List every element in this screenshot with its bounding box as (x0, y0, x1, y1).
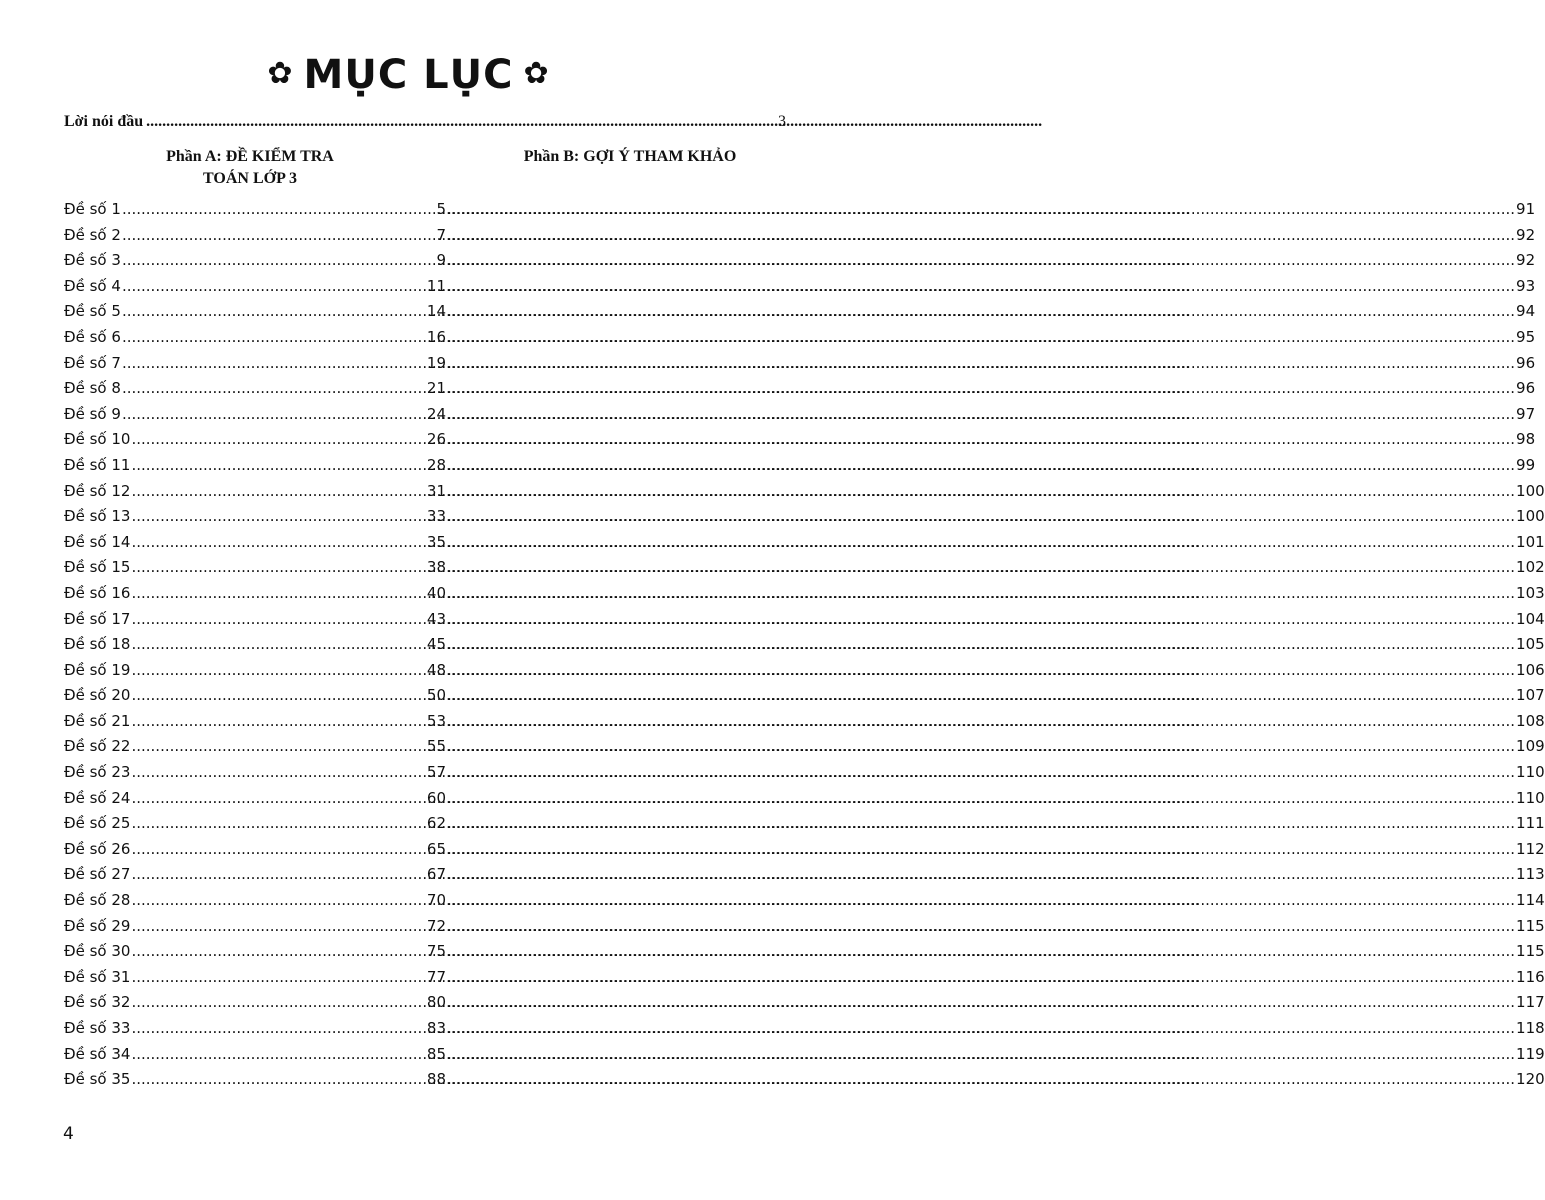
toc-row-part-b[interactable] (446, 632, 1545, 658)
exam-page: 75 (426, 942, 446, 961)
answer-page: 104 (1516, 609, 1545, 628)
toc-row[interactable] (64, 837, 1545, 863)
exam-name: Đề số 9 (64, 404, 121, 423)
answer-page: 91 (1516, 200, 1536, 218)
answer-page: 101 (1516, 532, 1545, 551)
dot-leader (131, 965, 425, 991)
answer-page: 106 (1516, 660, 1545, 679)
toc-row-part-a[interactable] (64, 453, 446, 479)
answer-page: 117 (1516, 993, 1545, 1012)
toc-row[interactable] (64, 990, 1545, 1016)
exam-name: Đề số 19 (64, 660, 131, 679)
part-a-heading (120, 146, 380, 190)
toc-row-part-a[interactable] (64, 837, 446, 863)
exam-page: 28 (426, 455, 446, 474)
answer-page: 110 (1516, 763, 1545, 782)
exam-page: 65 (426, 839, 446, 858)
toc-row-part-b[interactable] (446, 351, 1535, 377)
toc-row-part-b[interactable] (446, 555, 1545, 581)
dot-leader (447, 734, 1515, 760)
dot-leader (447, 1067, 1515, 1093)
toc-row-part-a[interactable] (64, 299, 446, 325)
dot-leader (122, 351, 426, 377)
dot-leader (447, 658, 1515, 684)
dot-leader (131, 479, 425, 505)
dot-leader (447, 427, 1515, 453)
answer-page: 110 (1516, 788, 1545, 807)
toc-row-part-a[interactable] (64, 402, 446, 428)
dot-leader (447, 453, 1515, 479)
exam-page: 60 (426, 788, 446, 807)
toc-row[interactable] (64, 888, 1545, 914)
toc-row[interactable] (64, 376, 1536, 402)
dot-leader (131, 990, 425, 1016)
dot-leader (131, 939, 425, 965)
dot-leader (447, 325, 1515, 351)
exam-page: 35 (426, 532, 446, 551)
exam-page: 55 (426, 737, 446, 756)
dot-leader (447, 811, 1515, 837)
toc-row[interactable] (64, 504, 1545, 530)
exam-name: Đề số 20 (64, 686, 131, 705)
toc-row-part-b[interactable] (446, 888, 1545, 914)
toc-row-part-b[interactable] (446, 709, 1545, 735)
toc-row-part-b[interactable] (446, 1042, 1545, 1068)
dot-leader (122, 248, 436, 274)
exam-name: Đề số 15 (64, 558, 131, 577)
toc-row[interactable] (64, 299, 1536, 325)
exam-page: 45 (426, 635, 446, 654)
exam-page: 50 (426, 686, 446, 705)
exam-page: 48 (426, 660, 446, 679)
toc-row-part-a[interactable] (64, 1042, 446, 1068)
exam-name: Đề số 13 (64, 507, 131, 526)
dot-leader (131, 1016, 425, 1042)
toc-row-part-b[interactable] (446, 658, 1545, 684)
toc-row-part-b[interactable] (446, 427, 1535, 453)
exam-name: Đề số 12 (64, 481, 131, 500)
answer-page: 119 (1516, 1044, 1545, 1063)
toc-row-part-a[interactable] (64, 351, 446, 377)
toc-row-part-a[interactable] (64, 965, 446, 991)
exam-name: Đề số 29 (64, 916, 131, 935)
toc-row[interactable] (64, 632, 1545, 658)
dot-leader (447, 786, 1515, 812)
part-b-heading (470, 146, 790, 168)
exam-page: 72 (426, 916, 446, 935)
toc-row-part-b[interactable] (446, 990, 1545, 1016)
exam-page: 83 (426, 1019, 446, 1037)
page-title (0, 52, 817, 98)
exam-name: Đề số 26 (64, 839, 131, 858)
dot-leader (447, 402, 1515, 428)
exam-name: Đề số 8 (64, 379, 121, 398)
toc-row-part-b[interactable] (446, 811, 1545, 837)
toc-row[interactable] (64, 453, 1536, 479)
dot-leader (131, 658, 425, 684)
toc-row[interactable] (64, 760, 1545, 786)
dot-leader (447, 914, 1515, 940)
toc-row[interactable] (64, 658, 1545, 684)
toc-row[interactable] (64, 734, 1545, 760)
answer-page: 92 (1516, 251, 1536, 270)
answer-page: 97 (1516, 404, 1536, 423)
toc-row-part-a[interactable] (64, 990, 446, 1016)
dot-leader (447, 1042, 1515, 1068)
dot-leader (447, 248, 1515, 274)
dot-leader (447, 504, 1515, 530)
toc-row[interactable] (64, 555, 1545, 581)
toc-row-part-a[interactable] (64, 1016, 446, 1042)
toc-row[interactable] (64, 479, 1545, 505)
toc-row-part-a[interactable] (64, 760, 446, 786)
dot-leader (447, 351, 1515, 377)
toc-row-part-a[interactable] (64, 504, 446, 530)
exam-name: Đề số 30 (64, 942, 131, 961)
exam-page: 40 (426, 583, 446, 602)
toc-row[interactable] (64, 1067, 1545, 1093)
preface-label: Lời nói đầu (64, 113, 144, 130)
exam-name: Đề số 31 (64, 967, 131, 986)
exam-page: 5 (436, 200, 446, 218)
answer-page: 100 (1516, 481, 1545, 500)
exam-page: 88 (426, 1070, 446, 1089)
flower-icon: ✿ (267, 56, 294, 91)
exam-name: Đề số 5 (64, 302, 121, 321)
exam-page: 7 (436, 225, 446, 244)
dot-leader (447, 274, 1515, 300)
toc-row[interactable] (64, 1042, 1545, 1068)
toc-row-part-a[interactable] (64, 274, 446, 300)
answer-page: 107 (1516, 686, 1545, 705)
page-number: 4 (63, 1124, 74, 1144)
toc-row-part-a[interactable] (64, 632, 446, 658)
dot-leader (447, 939, 1515, 965)
toc-row[interactable] (64, 1016, 1545, 1042)
exam-page: 85 (426, 1044, 446, 1063)
toc-row-part-a[interactable] (64, 811, 446, 837)
toc-row-part-b[interactable] (446, 479, 1545, 505)
toc-row-part-a[interactable] (64, 197, 446, 223)
exam-name: Đề số 7 (64, 353, 121, 372)
dot-leader (131, 914, 425, 940)
dot-leader (447, 837, 1515, 863)
toc-row[interactable] (64, 351, 1536, 377)
answer-page: 120 (1516, 1070, 1545, 1089)
exam-page: 38 (426, 558, 446, 577)
toc-row-part-a[interactable] (64, 376, 446, 402)
exam-page: 16 (426, 327, 446, 346)
dot-leader (447, 581, 1515, 607)
flower-icon: ✿ (523, 56, 550, 91)
answer-page: 114 (1516, 891, 1545, 910)
toc-row[interactable] (64, 427, 1536, 453)
answer-page: 112 (1516, 839, 1545, 858)
toc-row-part-a[interactable] (64, 683, 446, 709)
dot-leader (122, 402, 426, 428)
exam-page: 33 (426, 507, 446, 526)
answer-page: 115 (1516, 942, 1545, 961)
exam-page: 21 (426, 379, 446, 398)
toc-row-part-b[interactable] (446, 760, 1545, 786)
exam-page: 43 (426, 609, 446, 628)
answer-page: 98 (1516, 430, 1536, 449)
toc-row-part-a[interactable] (64, 862, 446, 888)
answer-page: 95 (1516, 327, 1536, 346)
answer-page: 116 (1516, 967, 1545, 986)
toc-row[interactable] (64, 709, 1545, 735)
dot-leader (131, 632, 425, 658)
toc-row-part-b[interactable] (446, 965, 1545, 991)
dot-leader (447, 479, 1515, 505)
exam-name: Đề số 23 (64, 763, 131, 782)
toc-row-part-b[interactable] (446, 402, 1535, 428)
dot-leader (131, 862, 425, 888)
toc-row-part-a[interactable] (64, 325, 446, 351)
toc-row[interactable] (64, 965, 1545, 991)
toc-row-part-b[interactable] (446, 376, 1535, 402)
toc-row-part-a[interactable] (64, 734, 446, 760)
answer-page: 100 (1516, 507, 1545, 526)
toc-row-part-b[interactable] (446, 939, 1545, 965)
answer-page: 99 (1516, 455, 1536, 474)
toc-row[interactable] (64, 530, 1545, 556)
exam-page: 31 (426, 481, 446, 500)
exam-name: Đề số 21 (64, 711, 131, 730)
dot-leader (447, 683, 1515, 709)
toc-row-part-b[interactable] (446, 581, 1545, 607)
dot-leader (131, 837, 425, 863)
dot-leader (447, 990, 1515, 1016)
exam-page: 62 (426, 814, 446, 833)
toc-row-part-a[interactable] (64, 248, 446, 274)
exam-name: Đề số 27 (64, 865, 131, 884)
toc-row[interactable] (64, 581, 1545, 607)
answer-page: 118 (1516, 1019, 1545, 1037)
toc-row-part-b[interactable] (446, 197, 1535, 223)
toc-row-part-b[interactable] (446, 299, 1535, 325)
answer-page: 93 (1516, 276, 1536, 295)
answer-page: 115 (1516, 916, 1545, 935)
toc-row-part-a[interactable] (64, 479, 446, 505)
exam-name: Đề số 1 (64, 200, 121, 218)
exam-name: Đề số 24 (64, 788, 131, 807)
exam-page: 26 (426, 430, 446, 449)
toc-row-part-a[interactable] (64, 581, 446, 607)
exam-page: 9 (436, 251, 446, 270)
dot-leader (131, 811, 425, 837)
toc-row[interactable] (64, 607, 1545, 633)
dot-leader (131, 607, 425, 633)
dot-leader (447, 555, 1515, 581)
dot-leader (131, 581, 425, 607)
exam-name: Đề số 18 (64, 635, 131, 654)
toc-row-part-a[interactable] (64, 607, 446, 633)
exam-name: Đề số 4 (64, 276, 121, 295)
part-a-heading-line2: TOÁN LỚP 3 (203, 170, 297, 187)
part-b-heading-text: Phần B: GỢI Ý THAM KHẢO (523, 148, 737, 165)
toc-row-part-b[interactable] (446, 274, 1535, 300)
dot-leader (131, 734, 425, 760)
answer-page: 113 (1516, 865, 1545, 884)
toc-list (64, 197, 1545, 1093)
dot-leader (447, 632, 1515, 658)
answer-page: 96 (1516, 353, 1536, 372)
toc-preface-row[interactable] (64, 113, 786, 131)
exam-page: 80 (426, 993, 446, 1012)
toc-row-part-b[interactable] (446, 734, 1545, 760)
exam-name: Đề số 25 (64, 814, 131, 833)
toc-row-part-b[interactable] (446, 1067, 1545, 1093)
dot-leader (131, 504, 425, 530)
dot-leader (122, 223, 436, 249)
dot-leader (131, 888, 425, 914)
dot-leader (131, 683, 425, 709)
dot-leader (131, 709, 425, 735)
dot-leader (447, 965, 1515, 991)
toc-row-part-a[interactable] (64, 427, 446, 453)
exam-page: 24 (426, 404, 446, 423)
toc-row-part-a[interactable] (64, 786, 446, 812)
answer-page: 108 (1516, 711, 1545, 730)
answer-page: 92 (1516, 225, 1536, 244)
answer-page: 103 (1516, 583, 1545, 602)
toc-row[interactable] (64, 786, 1545, 812)
dot-leader (131, 427, 425, 453)
toc-row-part-a[interactable] (64, 530, 446, 556)
toc-row[interactable] (64, 197, 1536, 223)
answer-page: 96 (1516, 379, 1536, 398)
exam-page: 19 (426, 353, 446, 372)
dot-leader (447, 607, 1515, 633)
toc-row-part-b[interactable] (446, 1016, 1545, 1042)
exam-page: 57 (426, 763, 446, 782)
exam-name: Đề số 33 (64, 1019, 131, 1037)
toc-row-part-a[interactable] (64, 223, 446, 249)
toc-row-part-b[interactable] (446, 837, 1545, 863)
dot-leader (131, 1067, 425, 1093)
exam-name: Đề số 2 (64, 225, 121, 244)
dot-leader (447, 376, 1515, 402)
title-text: MỤC LỤC (303, 52, 514, 98)
toc-row-part-b[interactable] (446, 530, 1545, 556)
toc-row[interactable] (64, 325, 1536, 351)
dot-leader (447, 888, 1515, 914)
toc-row[interactable] (64, 248, 1536, 274)
answer-page: 105 (1516, 635, 1545, 654)
dot-leader (447, 760, 1515, 786)
toc-row[interactable] (64, 402, 1536, 428)
preface-page: 3 (778, 113, 786, 130)
dot-leader (131, 453, 425, 479)
dot-leader (122, 299, 426, 325)
answer-page: 94 (1516, 302, 1536, 321)
exam-name: Đề số 17 (64, 609, 131, 628)
exam-page: 11 (426, 276, 446, 295)
exam-name: Đề số 35 (64, 1070, 131, 1089)
toc-row[interactable] (64, 223, 1536, 249)
toc-row-part-b[interactable] (446, 607, 1545, 633)
exam-name: Đề số 6 (64, 327, 121, 346)
answer-page: 109 (1516, 737, 1545, 756)
toc-row[interactable] (64, 862, 1545, 888)
dot-leader (447, 862, 1515, 888)
dot-leader (122, 197, 436, 223)
toc-row-part-b[interactable] (446, 223, 1535, 249)
dot-leader (447, 223, 1515, 249)
dot-leader (131, 1042, 425, 1068)
toc-row-part-b[interactable] (446, 914, 1545, 940)
exam-name: Đề số 32 (64, 993, 131, 1012)
toc-row-part-b[interactable] (446, 504, 1545, 530)
dot-leader (447, 709, 1515, 735)
exam-name: Đề số 10 (64, 430, 131, 449)
exam-name: Đề số 16 (64, 583, 131, 602)
dot-leader (131, 786, 425, 812)
toc-row-part-b[interactable] (446, 248, 1535, 274)
toc-row[interactable] (64, 683, 1545, 709)
toc-row[interactable] (64, 274, 1536, 300)
toc-row-part-b[interactable] (446, 862, 1545, 888)
toc-row[interactable] (64, 939, 1545, 965)
toc-row-part-b[interactable] (446, 325, 1535, 351)
dot-leader (122, 274, 426, 300)
toc-row-part-a[interactable] (64, 658, 446, 684)
dot-leader (122, 376, 426, 402)
toc-row-part-b[interactable] (446, 683, 1545, 709)
exam-page: 53 (426, 711, 446, 730)
dot-leader (131, 555, 425, 581)
exam-name: Đề số 11 (64, 455, 131, 474)
toc-row[interactable] (64, 811, 1545, 837)
toc-row-part-a[interactable] (64, 914, 446, 940)
exam-name: Đề số 28 (64, 891, 131, 910)
exam-name: Đề số 14 (64, 532, 131, 551)
answer-page: 111 (1516, 814, 1545, 833)
toc-row-part-a[interactable] (64, 939, 446, 965)
toc-row-part-a[interactable] (64, 888, 446, 914)
exam-name: Đề số 34 (64, 1044, 131, 1063)
toc-row[interactable] (64, 914, 1545, 940)
toc-row-part-b[interactable] (446, 453, 1535, 479)
exam-page: 77 (426, 967, 446, 986)
exam-page: 14 (426, 302, 446, 321)
answer-page: 102 (1516, 558, 1545, 577)
part-a-heading-line1: Phần A: ĐỀ KIỂM TRA (166, 148, 334, 165)
dot-leader (131, 760, 425, 786)
toc-row-part-a[interactable] (64, 555, 446, 581)
toc-row-part-a[interactable] (64, 1067, 446, 1093)
dot-leader (447, 530, 1515, 556)
exam-name: Đề số 22 (64, 737, 131, 756)
dot-leader (122, 325, 426, 351)
dot-leader (447, 299, 1515, 325)
dot-leader (447, 1016, 1515, 1042)
exam-page: 67 (426, 865, 446, 884)
exam-name: Đề số 3 (64, 251, 121, 270)
dot-leader (131, 530, 425, 556)
exam-page: 70 (426, 891, 446, 910)
toc-row-part-b[interactable] (446, 786, 1545, 812)
dot-leader (447, 197, 1515, 223)
toc-row-part-a[interactable] (64, 709, 446, 735)
dot-leader (146, 113, 775, 131)
